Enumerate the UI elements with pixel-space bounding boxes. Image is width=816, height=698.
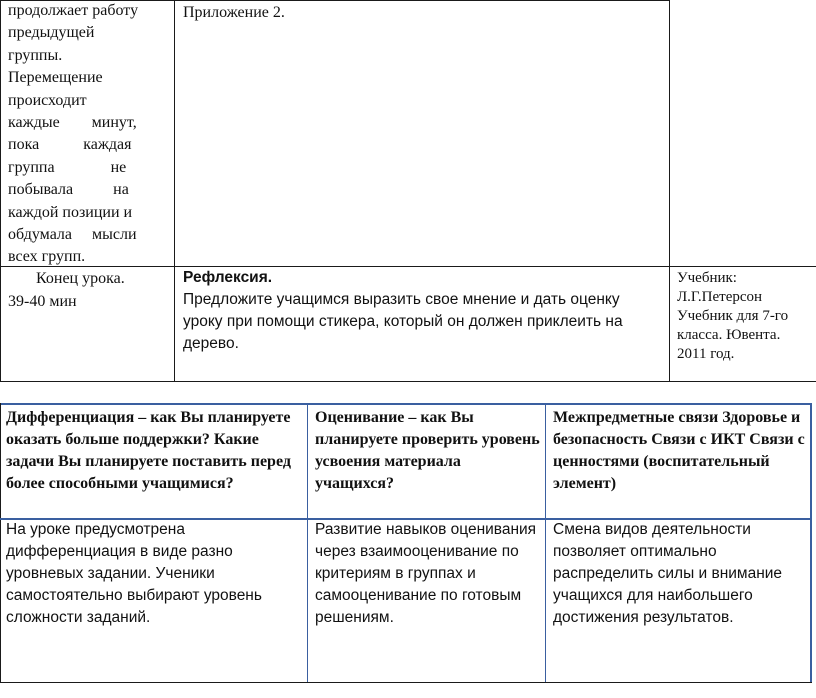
- text-line: группы.: [8, 46, 63, 64]
- stage-name: Конец урока.: [36, 270, 125, 287]
- text-line: 2011 год.: [677, 346, 735, 362]
- text-line: предыдущей: [8, 24, 95, 42]
- reflection-title: Рефлексия.: [183, 269, 273, 286]
- text-line: всех групп.: [8, 248, 86, 266]
- header-assessment: Оценивание – как Вы планируете проверить уровень усвоения материала учащихся?: [315, 409, 540, 492]
- stage-time: 39-40 мин: [8, 293, 77, 310]
- text-line: каждой позиции и: [8, 203, 133, 221]
- table1-row1-col1: [8, 0, 168, 269]
- text-line: обдумала мысли: [8, 226, 137, 244]
- header-differentiation: Дифференциация – как Вы планируете оказать больше поддержки? Какие задачи Вы планируете поставить перед более способными учащимися?: [6, 409, 291, 492]
- reflection-text: Предложите учащимся выразить свое мнение и дать оценку уроку при помощи стикера, который он должен приклеить на дерево.: [183, 291, 623, 352]
- table2-col-divider-2: [545, 403, 546, 683]
- cell-cross-curricular: Смена видов деятельности позволяет оптимально распределить силы и внимание учащихся для наибольшего достижения результатов.: [553, 521, 783, 626]
- text-line: побывала на: [8, 181, 129, 199]
- table1-col-divider-2: [669, 0, 670, 382]
- header-cross-curricular: Межпредметные связи Здоровье и безопасность Связи с ИКТ Связи с ценностями (воспитательный элемент): [553, 409, 805, 492]
- text-line: Перемещение: [8, 69, 103, 87]
- text-line: Учебник для 7-го: [677, 308, 789, 324]
- text-line: каждые минут,: [8, 114, 137, 132]
- table2-border-right: [810, 403, 812, 683]
- cell-differentiation: На уроке предусмотрена дифференциация в виде разно уровневых задании. Ученики самостоятельно выбирают уровень сложности заданий.: [6, 521, 262, 626]
- table1-border-left: [0, 0, 1, 382]
- text-line: Л.Г.Петерсон: [677, 289, 763, 305]
- text-line: происходит: [8, 91, 87, 109]
- table2-border-bottom: [0, 682, 812, 683]
- text-line: Учебник:: [677, 270, 737, 286]
- table2-border-left: [0, 403, 1, 683]
- text-line: класса. Ювента.: [677, 327, 781, 343]
- resource-cell: [677, 269, 812, 364]
- cell-assessment: Развитие навыков оценивания через взаимооценивание по критериям в группах и самооценивание по готовым решениям.: [315, 521, 537, 626]
- table1-row1-col2: Приложение 2.: [183, 4, 285, 21]
- text-line: продолжает работу: [8, 2, 139, 19]
- text-line: группа не: [8, 158, 127, 176]
- table2-col-divider-1: [307, 403, 308, 683]
- text-line: пока каждая: [8, 136, 132, 154]
- table1-border-bottom: [0, 381, 816, 382]
- table2-border-top: [0, 403, 812, 405]
- table1-col-divider-1: [174, 0, 175, 382]
